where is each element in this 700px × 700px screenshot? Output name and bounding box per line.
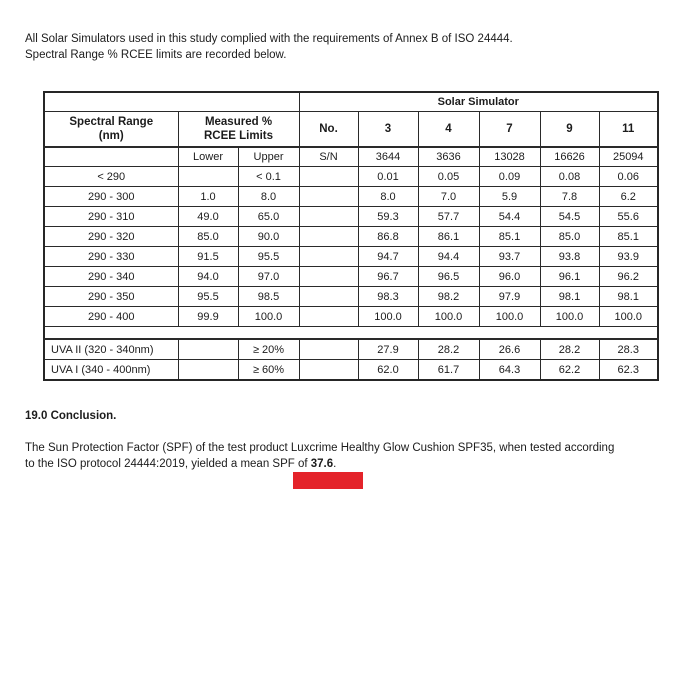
table-row-headers — [44, 112, 658, 148]
cell-empty — [299, 339, 358, 360]
table-row — [44, 267, 658, 287]
table-row-solar-simulator — [44, 92, 658, 112]
cell-spectral-range: 290 - 350 — [44, 287, 178, 307]
table-row-serial-numbers — [44, 147, 658, 167]
rcee-limits-header-line2: RCEE Limits — [203, 130, 273, 142]
cell-simulator-11: 11 — [599, 112, 658, 148]
cell-lower-limit — [178, 339, 238, 360]
redaction-bar — [293, 472, 363, 489]
cell-value: 61.7 — [418, 360, 479, 381]
cell-simulator-7: 7 — [479, 112, 540, 148]
cell-lower-limit: 85.0 — [178, 227, 238, 247]
cell-value: 28.2 — [540, 339, 599, 360]
cell-value: 54.4 — [479, 207, 540, 227]
cell-upper-limit: 95.5 — [238, 247, 299, 267]
cell-spectral-range: 290 - 320 — [44, 227, 178, 247]
table-row — [44, 287, 658, 307]
cell-uva1-label: UVA I (340 - 400nm) — [44, 360, 178, 381]
rcee-limits-header-line1: Measured % — [204, 116, 273, 128]
cell-empty — [299, 360, 358, 381]
intro-paragraph — [25, 31, 513, 63]
cell-value: 85.0 — [540, 227, 599, 247]
conclusion-paragraph — [25, 440, 614, 472]
spectral-range-header-line2: (nm) — [98, 130, 124, 142]
table-row — [44, 227, 658, 247]
table-row — [44, 167, 658, 187]
cell-value: 100.0 — [358, 307, 418, 327]
cell-value: 62.0 — [358, 360, 418, 381]
cell-serial: 13028 — [479, 147, 540, 167]
cell-value: 100.0 — [479, 307, 540, 327]
cell-value: 93.8 — [540, 247, 599, 267]
cell-spectral-range: 290 - 300 — [44, 187, 178, 207]
cell-value: 93.9 — [599, 247, 658, 267]
cell-value: 94.7 — [358, 247, 418, 267]
conclusion-line-2-suffix: . — [333, 458, 337, 470]
cell-value: 27.9 — [358, 339, 418, 360]
cell-value: 7.8 — [540, 187, 599, 207]
cell-value: 0.08 — [540, 167, 599, 187]
cell-value: 86.1 — [418, 227, 479, 247]
spectral-range-header-line1: Spectral Range — [69, 116, 154, 128]
cell-upper-limit: 98.5 — [238, 287, 299, 307]
conclusion-line-2 — [25, 456, 614, 472]
spf-value: 37.6 — [310, 458, 334, 470]
table-row — [44, 307, 658, 327]
cell-value: 96.5 — [418, 267, 479, 287]
cell-lower-limit: 99.9 — [178, 307, 238, 327]
table-row-uva1 — [44, 360, 658, 381]
cell-lower-header: Lower — [178, 147, 238, 167]
cell-serial: 3636 — [418, 147, 479, 167]
table-row — [44, 187, 658, 207]
cell-upper-limit: 65.0 — [238, 207, 299, 227]
cell-lower-limit — [178, 360, 238, 381]
rcee-table — [43, 91, 659, 381]
cell-empty — [299, 307, 358, 327]
cell-upper-header: Upper — [238, 147, 299, 167]
cell-value: 0.09 — [479, 167, 540, 187]
cell-value: 7.0 — [418, 187, 479, 207]
cell-simulator-9: 9 — [540, 112, 599, 148]
cell-empty — [299, 247, 358, 267]
conclusion-line-1: The Sun Protection Factor (SPF) of the test product Luxcrime Healthy Glow Cushion SPF35, when tested according — [25, 442, 615, 454]
cell-empty — [299, 227, 358, 247]
cell-upper-limit: 90.0 — [238, 227, 299, 247]
cell-upper-limit: 100.0 — [238, 307, 299, 327]
conclusion-heading: 19.0 Conclusion. — [25, 410, 117, 422]
cell-value: 100.0 — [599, 307, 658, 327]
cell-empty — [299, 187, 358, 207]
cell-spectral-range-header — [44, 112, 178, 148]
cell-value: 96.1 — [540, 267, 599, 287]
cell-value: 85.1 — [599, 227, 658, 247]
cell-value: 0.01 — [358, 167, 418, 187]
cell-value: 8.0 — [358, 187, 418, 207]
cell-lower-limit — [178, 167, 238, 187]
cell-upper-limit: ≥ 60% — [238, 360, 299, 381]
cell-value: 96.7 — [358, 267, 418, 287]
cell-spectral-range: 290 - 400 — [44, 307, 178, 327]
cell-spectral-range: 290 - 330 — [44, 247, 178, 267]
cell-value: 26.6 — [479, 339, 540, 360]
cell-value: 64.3 — [479, 360, 540, 381]
cell-empty — [299, 167, 358, 187]
cell-serial: 3644 — [358, 147, 418, 167]
cell-empty — [299, 287, 358, 307]
cell-solar-simulator-header: Solar Simulator — [299, 92, 658, 112]
cell-value: 98.1 — [599, 287, 658, 307]
cell-value: 98.1 — [540, 287, 599, 307]
cell-no-header: No. — [299, 112, 358, 148]
cell-value: 55.6 — [599, 207, 658, 227]
cell-spacer — [44, 327, 658, 340]
cell-value: 85.1 — [479, 227, 540, 247]
cell-empty — [299, 207, 358, 227]
cell-value: 98.2 — [418, 287, 479, 307]
cell-value: 94.4 — [418, 247, 479, 267]
cell-lower-limit: 95.5 — [178, 287, 238, 307]
cell-value: 96.2 — [599, 267, 658, 287]
conclusion-line-2-prefix: to the ISO protocol 24444:2019, yielded a mean SPF of — [25, 458, 311, 470]
cell-value: 96.0 — [479, 267, 540, 287]
cell-value: 97.9 — [479, 287, 540, 307]
cell-upper-limit: ≥ 20% — [238, 339, 299, 360]
cell-value: 93.7 — [479, 247, 540, 267]
cell-spectral-range: < 290 — [44, 167, 178, 187]
cell-value: 62.3 — [599, 360, 658, 381]
cell-value: 28.2 — [418, 339, 479, 360]
cell-lower-limit: 1.0 — [178, 187, 238, 207]
cell-spectral-range: 290 - 340 — [44, 267, 178, 287]
cell-lower-limit: 49.0 — [178, 207, 238, 227]
cell-serial: 25094 — [599, 147, 658, 167]
table-row-uva2 — [44, 339, 658, 360]
cell-lower-limit: 91.5 — [178, 247, 238, 267]
table-spacer-row — [44, 327, 658, 340]
cell-lower-limit: 94.0 — [178, 267, 238, 287]
cell-sn-header: S/N — [299, 147, 358, 167]
cell-value: 54.5 — [540, 207, 599, 227]
cell-simulator-4: 4 — [418, 112, 479, 148]
cell-value: 86.8 — [358, 227, 418, 247]
cell-simulator-3: 3 — [358, 112, 418, 148]
cell-value: 59.3 — [358, 207, 418, 227]
cell-empty-top-left — [44, 92, 299, 112]
table-row — [44, 207, 658, 227]
cell-value: 98.3 — [358, 287, 418, 307]
cell-value: 28.3 — [599, 339, 658, 360]
table-row — [44, 247, 658, 267]
cell-value: 5.9 — [479, 187, 540, 207]
cell-value: 62.2 — [540, 360, 599, 381]
intro-line-1: All Solar Simulators used in this study complied with the requirements of Annex B of ISO 24444. — [25, 33, 513, 45]
intro-line-2: Spectral Range % RCEE limits are recorded below. — [25, 49, 287, 61]
cell-rcee-limits-header — [178, 112, 299, 148]
cell-value: 6.2 — [599, 187, 658, 207]
cell-value: 100.0 — [540, 307, 599, 327]
cell-value: 100.0 — [418, 307, 479, 327]
cell-value: 0.05 — [418, 167, 479, 187]
cell-upper-limit: 97.0 — [238, 267, 299, 287]
cell-empty — [44, 147, 178, 167]
cell-upper-limit: 8.0 — [238, 187, 299, 207]
cell-value: 0.06 — [599, 167, 658, 187]
cell-upper-limit: < 0.1 — [238, 167, 299, 187]
cell-empty — [299, 267, 358, 287]
cell-uva2-label: UVA II (320 - 340nm) — [44, 339, 178, 360]
cell-value: 57.7 — [418, 207, 479, 227]
cell-serial: 16626 — [540, 147, 599, 167]
cell-spectral-range: 290 - 310 — [44, 207, 178, 227]
